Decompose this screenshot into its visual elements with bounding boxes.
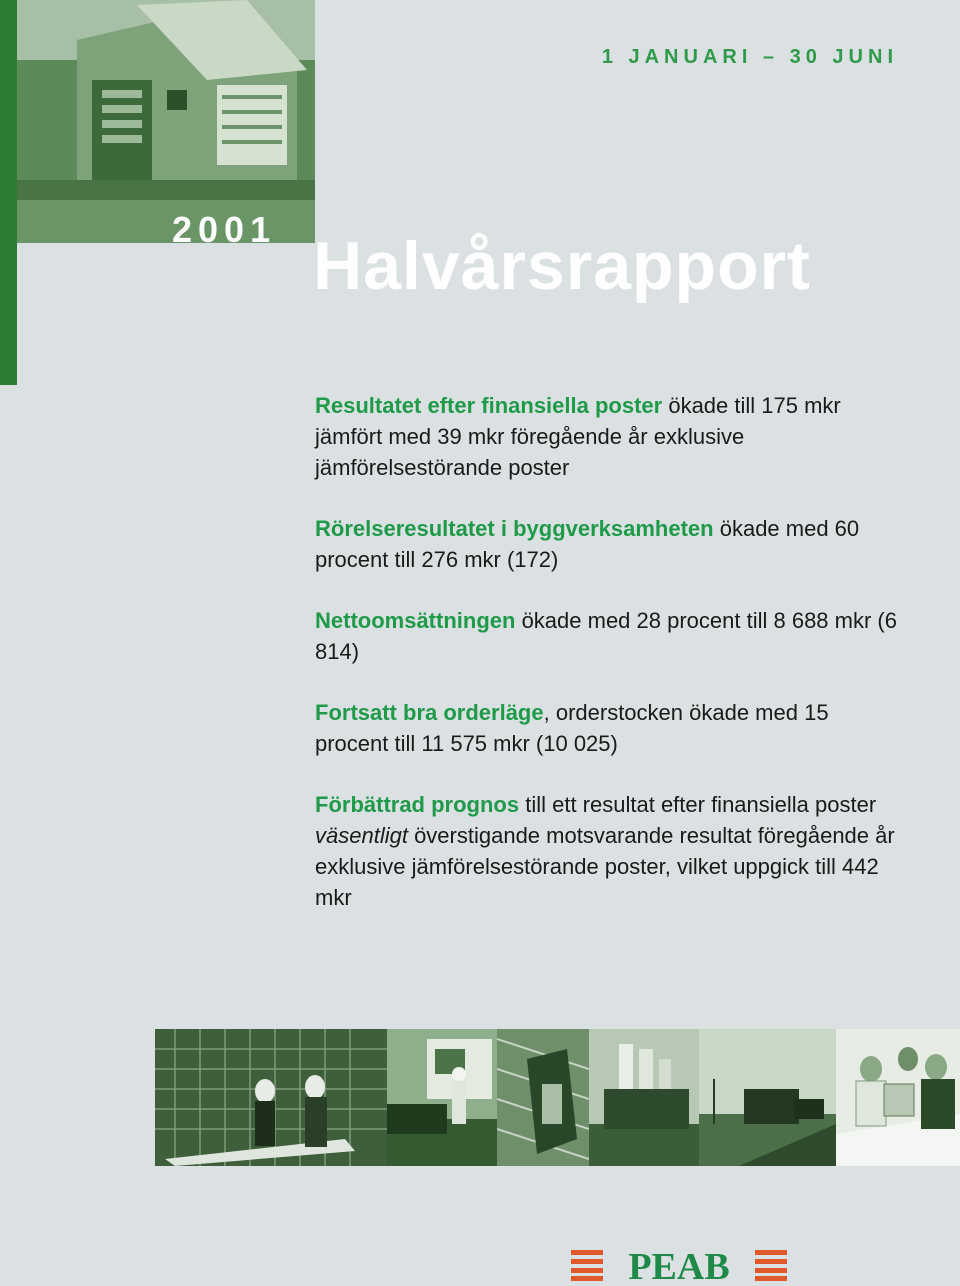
highlight-lead: Resultatet efter finansiella poster bbox=[315, 393, 663, 418]
silo-plant-photo bbox=[589, 1029, 699, 1166]
highlight-text: överstigande motsvarande resultat föregående år exklusive jämförelsestörande poster, vilket uppgick till 442 mkr bbox=[315, 823, 895, 910]
highlights-list bbox=[315, 390, 905, 943]
highlight-item bbox=[315, 390, 905, 483]
highlight-text: till ett resultat efter finansiella poster bbox=[519, 792, 877, 817]
highlight-emphasis: väsentligt bbox=[315, 823, 408, 848]
logo-text: PEAB bbox=[628, 1247, 730, 1281]
road-paving-photo bbox=[699, 1029, 836, 1166]
excavator-photo bbox=[387, 1029, 497, 1166]
highlight-text: ökade med 28 procent till 8 688 mkr (6 814) bbox=[315, 608, 897, 664]
rebar-workers-photo bbox=[155, 1029, 387, 1166]
highlight-lead: Förbättrad prognos bbox=[315, 792, 520, 817]
tools-photo bbox=[497, 1029, 589, 1166]
highlight-lead: Fortsatt bra orderläge bbox=[315, 700, 544, 725]
peab-logo bbox=[571, 1247, 787, 1281]
report-title: Halvårsrapport bbox=[313, 228, 811, 304]
photo-strip bbox=[155, 1029, 960, 1166]
highlight-item bbox=[315, 513, 905, 575]
accent-bar bbox=[0, 0, 17, 385]
office-team-photo bbox=[836, 1029, 960, 1166]
report-period: 1 JANUARI – 30 JUNI bbox=[601, 46, 898, 68]
highlight-lead: Rörelseresultatet i byggverksamheten bbox=[315, 516, 714, 541]
report-year: 2001 bbox=[172, 209, 277, 250]
highlight-text: , orderstocken ökade med 15 procent till 11 575 mkr (10 025) bbox=[315, 700, 829, 756]
highlight-item bbox=[315, 697, 905, 759]
highlight-item bbox=[315, 605, 905, 667]
highlight-lead: Nettoomsättningen bbox=[315, 608, 516, 633]
highlight-text: ökade med 60 procent till 276 mkr (172) bbox=[315, 516, 860, 572]
building-photo bbox=[17, 0, 315, 243]
highlight-text: ökade till 175 mkr jämfört med 39 mkr föregående år exklusive jämförelsestörande poster bbox=[315, 393, 841, 480]
highlight-item bbox=[315, 789, 905, 913]
